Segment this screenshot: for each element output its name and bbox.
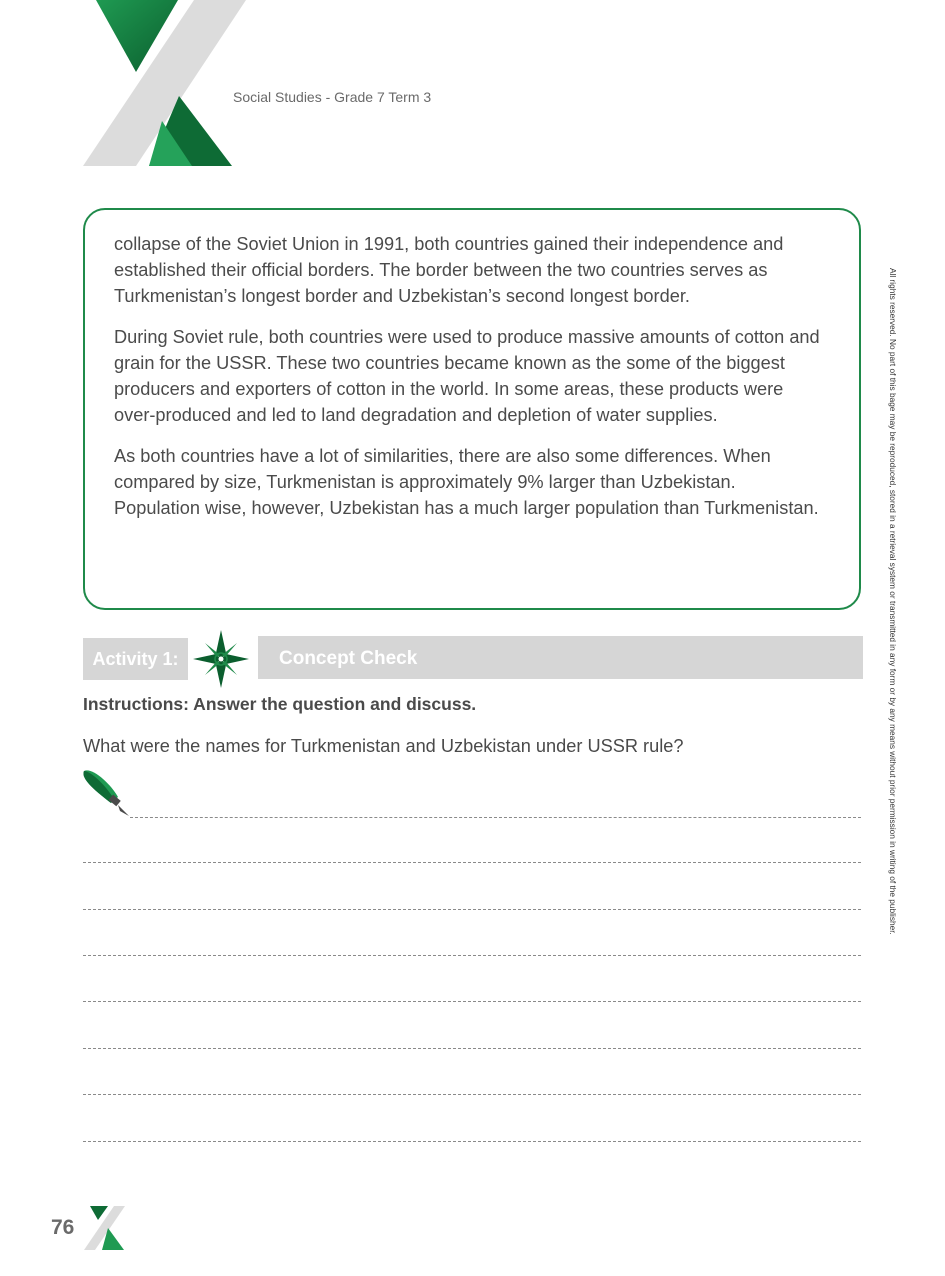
pen-icon xyxy=(80,767,132,819)
paragraph: collapse of the Soviet Union in 1991, both countries gained their independence and established their official borders. The border between the two countries serves as Turkmenistan’s longest border and Uzbekistan’s second longest border. xyxy=(114,234,784,306)
paragraph: As both countries have a lot of similarities, there are also some differences. When compared by size, Turkmenistan is approximately 9% larger than Uzbekistan. Population wise, however, Uzbekistan has a much larger population than Turkmenistan. xyxy=(114,446,819,518)
activity-header xyxy=(83,630,863,688)
answer-line[interactable] xyxy=(83,909,861,910)
compass-rose-icon xyxy=(193,630,249,688)
answer-line[interactable] xyxy=(83,955,861,956)
answer-line[interactable] xyxy=(130,817,861,818)
answer-line[interactable] xyxy=(83,1141,861,1142)
reading-textbox xyxy=(83,208,861,610)
activity-label: Activity 1: xyxy=(83,638,188,680)
answer-line[interactable] xyxy=(83,1094,861,1095)
answer-line[interactable] xyxy=(83,1001,861,1002)
footer-logo xyxy=(84,1206,126,1250)
paragraph: During Soviet rule, both countries were used to produce massive amounts of cotton and grain for the USSR. These two countries became known as the some of the biggest producers and exporters of cotton in the world. In some areas, these products were over-produced and led to land degradation and depletion of water supplies. xyxy=(114,327,820,425)
answer-line[interactable] xyxy=(83,1048,861,1049)
copyright-note: All rights reserved. No part of this bage may be reproduced, stored in a retrieval system or transmitted in any form or by any means without prior permission in writing of the publisher. xyxy=(888,268,898,935)
answer-line[interactable] xyxy=(83,862,861,863)
question: What were the names for Turkmenistan and Uzbekistan under USSR rule? xyxy=(83,736,684,756)
activity-title: Concept Check xyxy=(258,636,863,679)
instructions: Instructions: Answer the question and discuss. xyxy=(83,694,477,714)
publisher-logo xyxy=(82,0,252,170)
page-number: 76 xyxy=(51,1216,75,1239)
header-subject: Social Studies - Grade 7 Term 3 xyxy=(233,89,432,105)
